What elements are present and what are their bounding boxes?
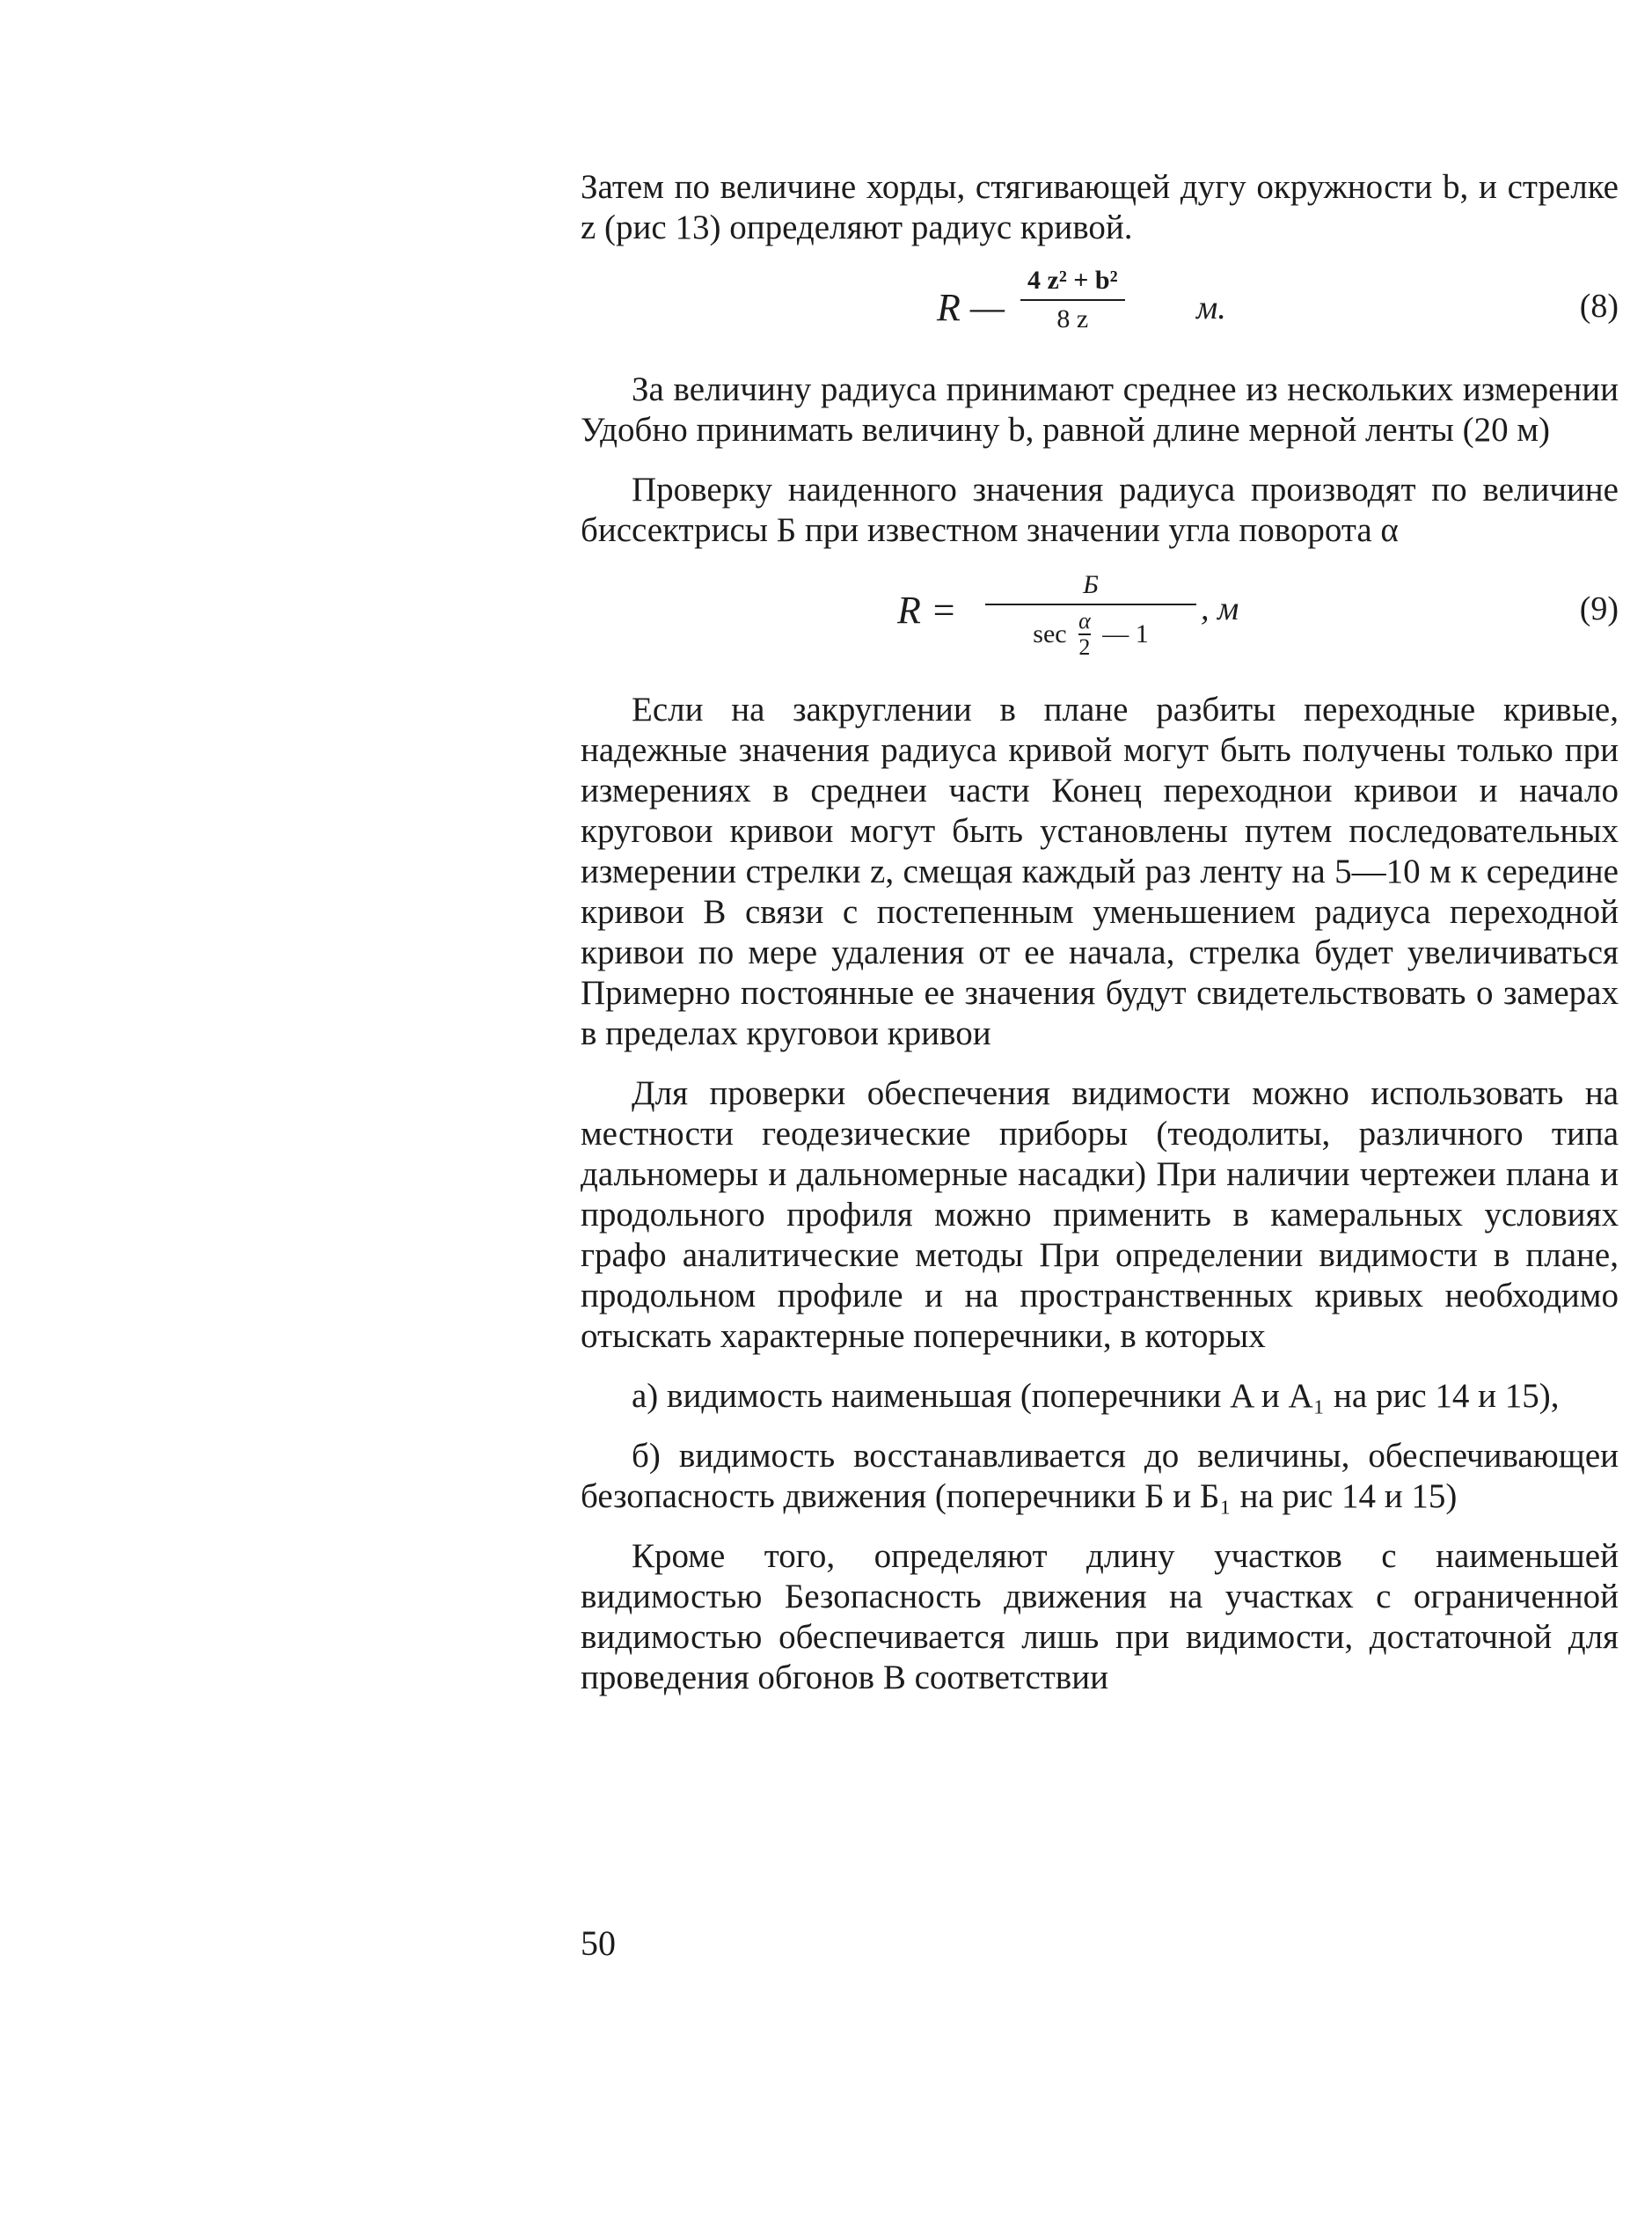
paragraph-6: а) видимость наименьшая (поперечники A и A₁ на рис 14 и 15),	[632, 1377, 1560, 1415]
paragraph-8: Кроме того, определяют длину участков с наименьшей видимостью Безопасность движения на участках с ограниченной видимостью обеспечивается лишь при видимости, достаточной для проведения обгонов В соответствии	[581, 1537, 1619, 1696]
eq9-lhs: R =	[897, 589, 957, 632]
eq9-minus-one: — 1	[1102, 619, 1149, 648]
paragraph-5: Для проверки обеспечения видимости можно использовать на местности геодезические приборы (теодолиты, различного типа дальномеры и дальномерные насадки) При наличии чертежеи плана и продольного профиля можно применить в камеральных условиях графо аналитические методы При определении видимости в плане, продольном профиле и на пространственных кривых необходимо отыскать характерные поперечники, в которых	[581, 1074, 1619, 1355]
eq9-number: (9)	[1579, 590, 1619, 627]
eq9-denominator	[985, 605, 1196, 660]
equation-8	[581, 260, 1619, 357]
eq9-sec: sec	[1033, 619, 1067, 648]
eq9-half-alpha	[1078, 609, 1091, 660]
eq9-alpha: α	[1078, 608, 1091, 633]
eq8-fraction	[1020, 266, 1125, 334]
page-body	[581, 167, 1619, 1698]
eq9-fraction	[985, 570, 1196, 660]
eq8-denominator: 8 z	[1056, 304, 1089, 333]
eq8-numerator: 4 z² + b²	[1020, 266, 1125, 301]
eq9-unit: , м	[1201, 590, 1239, 627]
eq9-numerator: Б	[985, 570, 1196, 605]
paragraph-3: Проверку наиденного значения радиуса производят по величине биссектрисы Б при известном значении угла поворота α	[581, 471, 1619, 549]
paragraph-7: б) видимость восстанавливается до величины, обеспечивающеи безопасность движения (поперечники Б и Б₁ на рис 14 и 15)	[581, 1437, 1619, 1515]
eq8-unit: м.	[1196, 289, 1226, 326]
eq9-two: 2	[1078, 634, 1091, 660]
paragraph-1: Затем по величине хорды, стягивающей дугу окружности b, и стрелке z (рис 13) определяют радиус кривой.	[581, 168, 1619, 246]
page-number: 50	[581, 1923, 616, 1963]
eq8-lhs: R —	[937, 286, 1005, 329]
paragraph-4: Если на закруглении в плане разбиты переходные кривые, надежные значения радиуса кривой могут быть получены только при измерениях в среднеи части Конец переходнои кривои и начало круговои кривои могут быть установлены путем последовательных измерении стрелки z, смещая каждый раз ленту на 5—10 м к середине кривои В связи с постепенным уменьшением радиуса переходной кривои по мере удаления от ее начала, стрелка будет увеличиваться Примерно постоянные ее значения будут свидетельствовать о замерах в пределах круговои кривои	[581, 691, 1619, 1052]
eq8-number: (8)	[1579, 288, 1619, 325]
paragraph-2: За величину радиуса принимают среднее из нескольких измерении Удобно принимать величину b, равной длине мерной ленты (20 м)	[581, 370, 1619, 449]
equation-9	[581, 563, 1619, 677]
